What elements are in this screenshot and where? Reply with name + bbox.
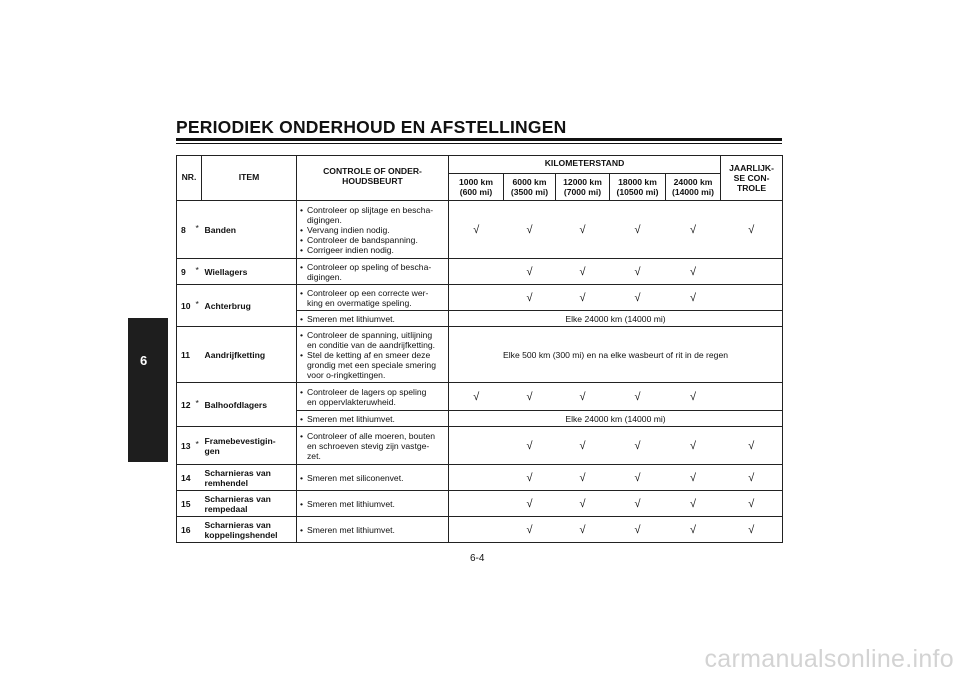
- check-mark: √: [556, 285, 610, 311]
- check-mark: √: [666, 201, 721, 259]
- control-line: • Smeren met lithiumvet.: [300, 314, 446, 324]
- check-empty: [449, 465, 504, 491]
- header-item: ITEM: [202, 156, 297, 201]
- control-line: • Stel de ketting af en smeer deze grondig met een speciale smering voor o-ringkettingen.: [300, 350, 446, 380]
- chapter-tab: [128, 318, 168, 462]
- control-line: • Vervang indien nodig.: [300, 225, 446, 235]
- row-item: Scharnieras van rempedaal: [202, 491, 297, 517]
- check-mark: √: [556, 383, 610, 411]
- check-mark: √: [556, 427, 610, 465]
- row-control: [297, 327, 449, 383]
- row-control: [297, 465, 449, 491]
- row-star: *: [196, 427, 202, 465]
- check-mark: √: [721, 517, 783, 543]
- table-row: [177, 491, 783, 517]
- check-mark: √: [721, 465, 783, 491]
- interval-text: Elke 24000 km (14000 mi): [449, 411, 783, 427]
- control-line: • Smeren met siliconenvet.: [300, 473, 446, 483]
- control-line: • Controleer of alle moeren, bouten en schroeven stevig zijn vastge- zet.: [300, 431, 446, 461]
- table-row: [177, 517, 783, 543]
- row-control: [297, 201, 449, 259]
- row-number: 14: [177, 465, 196, 491]
- check-mark: √: [610, 201, 666, 259]
- check-empty: [721, 383, 783, 411]
- check-mark: √: [504, 465, 556, 491]
- check-mark: √: [666, 285, 721, 311]
- header-km-12000: 12000 km (7000 mi): [556, 174, 610, 201]
- header-kilometerstand: KILOMETERSTAND: [449, 156, 721, 174]
- check-mark: √: [556, 201, 610, 259]
- control-line: • Controleer op speling of bescha- digingen.: [300, 262, 446, 282]
- table-row: [177, 201, 783, 259]
- check-mark: √: [721, 427, 783, 465]
- check-mark: √: [556, 491, 610, 517]
- check-mark: √: [504, 383, 556, 411]
- row-control: [297, 259, 449, 285]
- row-star: *: [196, 285, 202, 327]
- check-mark: √: [556, 517, 610, 543]
- check-mark: √: [666, 427, 721, 465]
- check-mark: √: [504, 491, 556, 517]
- check-empty: [449, 517, 504, 543]
- check-mark: √: [666, 259, 721, 285]
- title-rule-thin: [176, 143, 782, 144]
- row-number: 16: [177, 517, 196, 543]
- check-empty: [721, 285, 783, 311]
- maintenance-table: [176, 155, 783, 543]
- row-number: 13: [177, 427, 196, 465]
- check-mark: √: [556, 465, 610, 491]
- control-line: • Controleer de bandspanning.: [300, 235, 446, 245]
- row-item: Wiellagers: [202, 259, 297, 285]
- check-mark: √: [666, 465, 721, 491]
- check-mark: √: [504, 201, 556, 259]
- check-mark: √: [449, 201, 504, 259]
- check-mark: √: [610, 517, 666, 543]
- page-title: PERIODIEK ONDERHOUD EN AFSTELLINGEN: [176, 117, 567, 137]
- check-mark: √: [666, 491, 721, 517]
- row-control: [297, 411, 449, 427]
- header-annual-check: JAARLIJK- SE CON- TROLE: [721, 156, 783, 201]
- check-mark: √: [504, 285, 556, 311]
- check-mark: √: [610, 491, 666, 517]
- check-empty: [449, 491, 504, 517]
- check-mark: √: [504, 427, 556, 465]
- row-control: [297, 427, 449, 465]
- table-row: [177, 465, 783, 491]
- row-star: *: [196, 201, 202, 259]
- row-control: [297, 383, 449, 411]
- row-star: *: [196, 259, 202, 285]
- row-control: [297, 491, 449, 517]
- check-mark: √: [556, 259, 610, 285]
- row-item: Framebevestigin- gen: [202, 427, 297, 465]
- control-line: • Controleer de lagers op speling en oppervlakteruwheid.: [300, 387, 446, 407]
- table-row: [177, 285, 783, 311]
- header-km-18000: 18000 km (10500 mi): [610, 174, 666, 201]
- check-mark: √: [666, 383, 721, 411]
- row-number: 10: [177, 285, 196, 327]
- row-star: *: [196, 383, 202, 427]
- header-km-24000: 24000 km (14000 mi): [666, 174, 721, 201]
- row-control: [297, 285, 449, 311]
- row-number: 12: [177, 383, 196, 427]
- row-item: Scharnieras van remhendel: [202, 465, 297, 491]
- table-row: [177, 427, 783, 465]
- title-rule: [176, 138, 782, 141]
- row-item: Achterbrug: [202, 285, 297, 327]
- row-number: 11: [177, 327, 196, 383]
- table-row: [177, 259, 783, 285]
- header-control: CONTROLE OF ONDER- HOUDSBEURT: [297, 156, 449, 201]
- check-mark: √: [449, 383, 504, 411]
- check-empty: [449, 285, 504, 311]
- control-line: • Smeren met lithiumvet.: [300, 414, 446, 424]
- row-number: 15: [177, 491, 196, 517]
- check-mark: √: [504, 517, 556, 543]
- row-item: Aandrijfketting: [202, 327, 297, 383]
- row-item: Balhoofdlagers: [202, 383, 297, 427]
- interval-text: Elke 24000 km (14000 mi): [449, 311, 783, 327]
- check-empty: [449, 427, 504, 465]
- control-line: • Controleer op slijtage en bescha- digingen.: [300, 205, 446, 225]
- table-row: [177, 327, 783, 383]
- check-mark: √: [610, 383, 666, 411]
- row-control: [297, 311, 449, 327]
- control-line: • Controleer op een correcte wer- king en overmatige speling.: [300, 288, 446, 308]
- control-line: • Smeren met lithiumvet.: [300, 525, 446, 535]
- check-mark: √: [610, 285, 666, 311]
- check-mark: √: [504, 259, 556, 285]
- table-row: [177, 383, 783, 411]
- header-nr: NR.: [177, 156, 202, 201]
- row-control: [297, 517, 449, 543]
- control-line: • Corrigeer indien nodig.: [300, 245, 446, 255]
- check-empty: [721, 259, 783, 285]
- check-mark: √: [610, 427, 666, 465]
- watermark: carmanualsonline.info: [704, 645, 954, 673]
- row-number: 9: [177, 259, 196, 285]
- check-mark: √: [721, 491, 783, 517]
- check-mark: √: [610, 259, 666, 285]
- control-line: • Smeren met lithiumvet.: [300, 499, 446, 509]
- check-empty: [449, 259, 504, 285]
- chapter-number: 6: [140, 353, 148, 368]
- header-km-1000: 1000 km (600 mi): [449, 174, 504, 201]
- row-number: 8: [177, 201, 196, 259]
- row-item: Scharnieras van koppelingshendel: [202, 517, 297, 543]
- row-item: Banden: [202, 201, 297, 259]
- control-line: • Controleer de spanning, uitlijning en conditie van de aandrijfketting.: [300, 330, 446, 350]
- check-mark: √: [666, 517, 721, 543]
- interval-text: Elke 500 km (300 mi) en na elke wasbeurt of rit in de regen: [449, 327, 783, 383]
- header-km-6000: 6000 km (3500 mi): [504, 174, 556, 201]
- check-mark: √: [721, 201, 783, 259]
- page-number: 6-4: [470, 553, 485, 564]
- check-mark: √: [610, 465, 666, 491]
